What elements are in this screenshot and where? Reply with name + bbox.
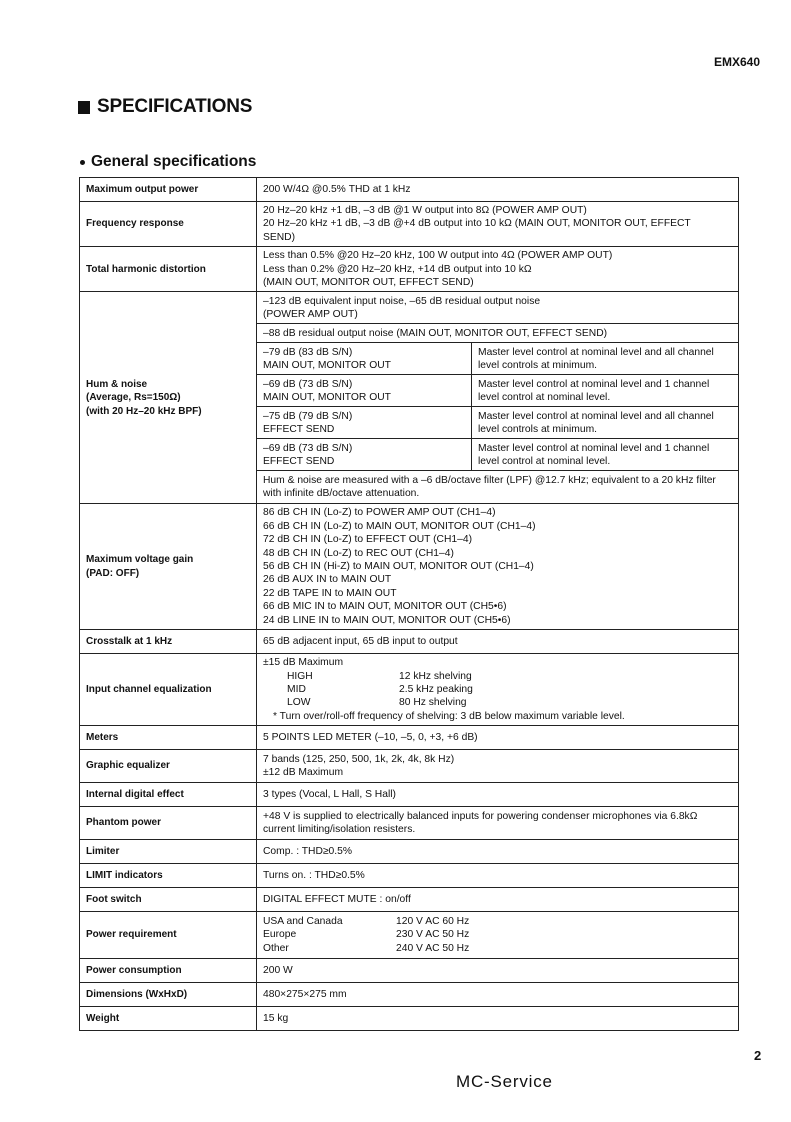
section-title-text: SPECIFICATIONS bbox=[97, 96, 253, 117]
spec-value: DIGITAL EFFECT MUTE : on/off bbox=[257, 888, 739, 912]
spec-label: Weight bbox=[80, 1007, 257, 1031]
spec-row bbox=[80, 807, 739, 840]
spec-line: –79 dB (83 dB S/N) bbox=[263, 346, 353, 358]
spec-label-line: (Average, Rs=150Ω) bbox=[86, 392, 181, 404]
spec-line: 48 dB CH IN (Lo-Z) to REC OUT (CH1–4) bbox=[263, 547, 454, 559]
spec-line: 22 dB TAPE IN to MAIN OUT bbox=[263, 587, 397, 599]
spec-row bbox=[80, 654, 739, 726]
spec-row bbox=[80, 247, 739, 292]
spec-line: (POWER AMP OUT) bbox=[263, 308, 358, 320]
spec-label: Meters bbox=[80, 726, 257, 750]
spec-line: Master level control at nominal level and 1 channel bbox=[478, 378, 710, 390]
spec-row bbox=[80, 750, 739, 783]
eq-band-value: 80 Hz shelving bbox=[399, 697, 467, 709]
power-region: Other bbox=[263, 942, 289, 954]
spec-label-line: Maximum voltage gain bbox=[86, 554, 194, 566]
spec-label: Phantom power bbox=[80, 807, 257, 840]
spec-label: Input channel equalization bbox=[80, 654, 257, 726]
power-value: 240 V AC 50 Hz bbox=[396, 942, 470, 954]
eq-band-name: LOW bbox=[287, 697, 311, 709]
sub-title bbox=[80, 153, 256, 171]
spec-line: +48 V is supplied to electrically balanced inputs for powering condenser microphones via 6.8kΩ bbox=[263, 810, 698, 822]
spec-value: Comp. : THD≥0.5% bbox=[257, 840, 739, 864]
power-value: 120 V AC 60 Hz bbox=[396, 916, 470, 928]
spec-line: * Turn over/roll-off frequency of shelving: 3 dB below maximum variable level. bbox=[273, 710, 625, 722]
spec-value bbox=[472, 343, 739, 375]
power-row bbox=[263, 928, 732, 941]
model-name: EMX640 bbox=[713, 55, 760, 69]
spec-label: Dimensions (WxHxD) bbox=[80, 983, 257, 1007]
spec-value: 200 W/4Ω @0.5% THD at 1 kHz bbox=[257, 178, 739, 202]
spec-line: 24 dB LINE IN to MAIN OUT, MONITOR OUT (CH5•6) bbox=[263, 614, 511, 626]
spec-line: current limiting/isolation resisters. bbox=[263, 824, 416, 836]
spec-value bbox=[257, 654, 739, 726]
spec-row bbox=[80, 864, 739, 888]
spec-value bbox=[257, 375, 472, 407]
spec-value bbox=[257, 471, 739, 504]
spec-value bbox=[257, 750, 739, 783]
spec-line: Less than 0.2% @20 Hz–20 kHz, +14 dB output into 10 kΩ bbox=[263, 263, 532, 275]
spec-row bbox=[80, 912, 739, 959]
spec-line: Master level control at nominal level and 1 channel bbox=[478, 442, 710, 454]
spec-row bbox=[80, 840, 739, 864]
spec-line: –123 dB equivalent input noise, –65 dB residual output noise bbox=[263, 295, 541, 307]
spec-label-line: Hum & noise bbox=[86, 378, 148, 390]
sub-title-text: General specifications bbox=[91, 153, 257, 170]
spec-label: LIMIT indicators bbox=[80, 864, 257, 888]
spec-label: Power requirement bbox=[80, 912, 257, 959]
square-bullet-icon bbox=[78, 101, 90, 114]
spec-value: –88 dB residual output noise (MAIN OUT, MONITOR OUT, EFFECT SEND) bbox=[257, 324, 739, 343]
spec-value bbox=[472, 375, 739, 407]
spec-label: Total harmonic distortion bbox=[80, 247, 257, 292]
power-row bbox=[263, 915, 732, 928]
spec-row bbox=[80, 504, 739, 630]
eq-band-value: 12 kHz shelving bbox=[399, 670, 472, 682]
eq-band bbox=[263, 696, 732, 709]
spec-value bbox=[257, 504, 739, 630]
spec-line: 66 dB MIC IN to MAIN OUT, MONITOR OUT (CH5•6) bbox=[263, 601, 507, 613]
spec-label-line: (PAD: OFF) bbox=[86, 567, 140, 579]
power-row bbox=[263, 942, 732, 955]
spec-line: EFFECT SEND bbox=[263, 423, 335, 435]
spec-value: 3 types (Vocal, L Hall, S Hall) bbox=[257, 783, 739, 807]
spec-row bbox=[80, 202, 739, 247]
spec-value bbox=[472, 407, 739, 439]
spec-value bbox=[257, 912, 739, 959]
spec-row bbox=[80, 630, 739, 654]
spec-line: Hum & noise are measured with a –6 dB/octave filter (LPF) @12.7 kHz; equivalent to a 20 kHz filter bbox=[263, 475, 716, 487]
spec-line: 20 Hz–20 kHz +1 dB, –3 dB @+4 dB output into 10 kΩ (MAIN OUT, MONITOR OUT, EFFECT bbox=[263, 218, 691, 230]
spec-row bbox=[80, 983, 739, 1007]
spec-label: Graphic equalizer bbox=[80, 750, 257, 783]
eq-band-value: 2.5 kHz peaking bbox=[399, 683, 473, 695]
spec-value: Turns on. : THD≥0.5% bbox=[257, 864, 739, 888]
spec-value bbox=[257, 439, 472, 471]
spec-line: level controls at minimum. bbox=[478, 359, 598, 371]
spec-label: Power consumption bbox=[80, 959, 257, 983]
spec-line: (MAIN OUT, MONITOR OUT, EFFECT SEND) bbox=[263, 277, 474, 289]
spec-line: Master level control at nominal level and all channel bbox=[478, 410, 714, 422]
power-region: USA and Canada bbox=[263, 916, 343, 928]
page-number: 2 bbox=[754, 1048, 762, 1063]
spec-row bbox=[80, 726, 739, 750]
spec-value: 15 kg bbox=[257, 1007, 739, 1031]
power-value: 230 V AC 50 Hz bbox=[396, 929, 470, 941]
eq-band-name: HIGH bbox=[287, 670, 313, 682]
spec-value: 65 dB adjacent input, 65 dB input to output bbox=[257, 630, 739, 654]
spec-line: 26 dB AUX IN to MAIN OUT bbox=[263, 574, 392, 586]
spec-line: –75 dB (79 dB S/N) bbox=[263, 410, 353, 422]
spec-line: Master level control at nominal level and all channel bbox=[478, 346, 714, 358]
spec-line: 66 dB CH IN (Lo-Z) to MAIN OUT, MONITOR OUT (CH1–4) bbox=[263, 520, 536, 532]
spec-label-line: (with 20 Hz–20 kHz BPF) bbox=[86, 405, 202, 417]
spec-value: 480×275×275 mm bbox=[257, 983, 739, 1007]
spec-line: ±12 dB Maximum bbox=[263, 767, 344, 779]
spec-line: 7 bands (125, 250, 500, 1k, 2k, 4k, 8k Hz) bbox=[263, 753, 455, 765]
spec-row bbox=[80, 888, 739, 912]
spec-line: 72 dB CH IN (Lo-Z) to EFFECT OUT (CH1–4) bbox=[263, 534, 473, 546]
spec-line: 86 dB CH IN (Lo-Z) to POWER AMP OUT (CH1–4) bbox=[263, 507, 496, 519]
spec-line: level control at nominal level. bbox=[478, 391, 611, 403]
spec-line: –69 dB (73 dB S/N) bbox=[263, 378, 353, 390]
spec-label: Maximum output power bbox=[80, 178, 257, 202]
spec-line: with infinite dB/octave attenuation. bbox=[263, 488, 420, 500]
spec-value bbox=[257, 343, 472, 375]
spec-value: 200 W bbox=[257, 959, 739, 983]
spec-line: level controls at minimum. bbox=[478, 423, 598, 435]
spec-line: MAIN OUT, MONITOR OUT bbox=[263, 391, 391, 403]
power-region: Europe bbox=[263, 929, 297, 941]
spec-line: SEND) bbox=[263, 231, 296, 243]
spec-line: MAIN OUT, MONITOR OUT bbox=[263, 359, 391, 371]
spec-row bbox=[80, 1007, 739, 1031]
spec-value bbox=[257, 247, 739, 292]
spec-table bbox=[79, 177, 739, 1031]
spec-value bbox=[257, 407, 472, 439]
spec-label: Foot switch bbox=[80, 888, 257, 912]
spec-line: ±15 dB Maximum bbox=[263, 657, 344, 669]
spec-row bbox=[80, 783, 739, 807]
spec-label bbox=[80, 504, 257, 630]
spec-line: 20 Hz–20 kHz +1 dB, –3 dB @1 W output into 8Ω (POWER AMP OUT) bbox=[263, 205, 587, 216]
spec-label: Frequency response bbox=[80, 202, 257, 247]
eq-band-name: MID bbox=[287, 683, 306, 695]
spec-row bbox=[80, 292, 739, 324]
spec-label: Internal digital effect bbox=[80, 783, 257, 807]
spec-label bbox=[80, 292, 257, 504]
spec-row bbox=[80, 959, 739, 983]
footer-text: MC-Service bbox=[456, 1072, 553, 1091]
spec-value: 5 POINTS LED METER (–10, –5, 0, +3, +6 dB) bbox=[257, 726, 739, 750]
spec-value bbox=[257, 807, 739, 840]
section-title bbox=[78, 96, 252, 118]
round-bullet-icon bbox=[80, 160, 85, 165]
eq-band bbox=[263, 670, 732, 683]
spec-line: –69 dB (73 dB S/N) bbox=[263, 442, 353, 454]
spec-value bbox=[257, 292, 739, 324]
spec-line: 56 dB CH IN (Hi-Z) to MAIN OUT, MONITOR OUT (CH1–4) bbox=[263, 561, 534, 573]
spec-row bbox=[80, 178, 739, 202]
spec-value bbox=[257, 202, 739, 247]
spec-line: Less than 0.5% @20 Hz–20 kHz, 100 W output into 4Ω (POWER AMP OUT) bbox=[263, 250, 613, 262]
spec-line: EFFECT SEND bbox=[263, 455, 335, 467]
spec-line: level control at nominal level. bbox=[478, 455, 611, 467]
spec-label: Limiter bbox=[80, 840, 257, 864]
spec-label: Crosstalk at 1 kHz bbox=[80, 630, 257, 654]
spec-value bbox=[472, 439, 739, 471]
eq-band bbox=[263, 683, 732, 696]
